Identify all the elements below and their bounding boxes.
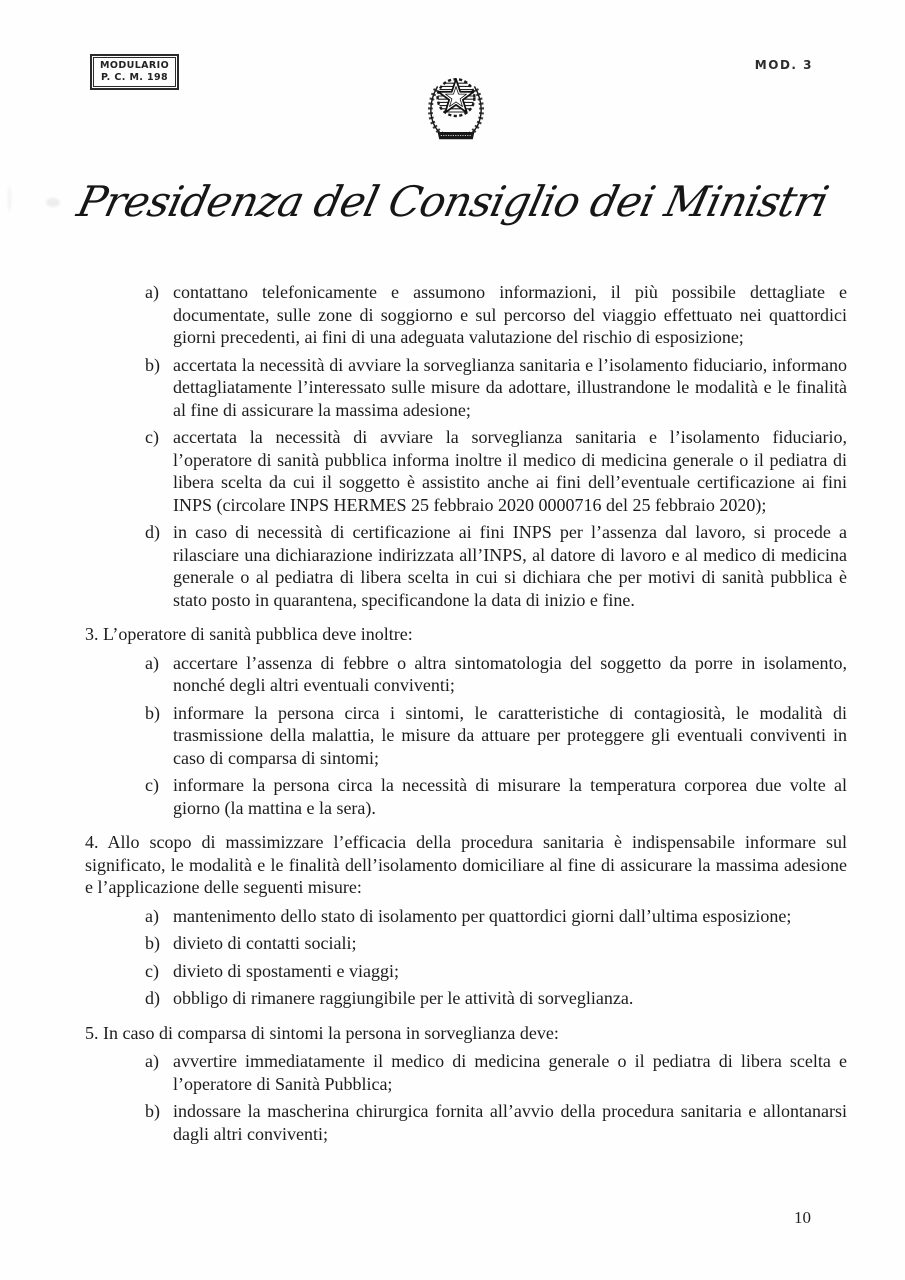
lettered-item: [145, 987, 847, 1010]
stamp-line2: P. C. M. 198: [101, 72, 169, 83]
item-text: obbligo di rimanere raggiungibile per le attività di sorveglianza.: [173, 988, 634, 1008]
item-text: mantenimento dello stato di isolamento per quattordici giorni dall’ultima esposizione;: [173, 905, 792, 926]
item-marker: b): [145, 933, 160, 953]
lettered-item: [145, 905, 847, 928]
lettered-item: [145, 774, 847, 819]
stamp-line1: MODULARIO: [100, 60, 170, 71]
mod-number-label: MOD. 3: [754, 58, 813, 72]
item-marker: c): [145, 960, 159, 981]
section-paragraph: 4. Allo scopo di massimizzare l’efficacia della procedura sanitaria è indispensabile informare sul significato, le modalità e le finalità dell’isolamento domiciliare al fine di assicurare la massima adesione e l’applicazione delle seguenti misure:: [85, 832, 847, 897]
item-marker: c): [145, 775, 159, 795]
lettered-item: [145, 960, 847, 983]
lettered-item: [145, 354, 847, 422]
item-marker: c): [145, 427, 159, 447]
item-text: accertare l’assenza di febbre o altra sintomatologia del soggetto da porre in isolamento, nonché degli altri eventuali conviventi;: [173, 652, 847, 695]
item-text: accertata la necessità di avviare la sorveglianza sanitaria e l’isolamento fiduciario, informano dettagliatamente l’interessato sulle misure da adottare, illustrandone le modalità e le finalità al fine di assicurare la massima adesione;: [173, 354, 847, 420]
item-text: indossare la mascherina chirurgica fornita all’avvio della procedura sanitaria e allontanarsi dagli altri conviventi;: [173, 1101, 847, 1144]
scan-artifact: [46, 198, 60, 207]
lettered-item: [145, 1100, 847, 1145]
item-marker: d): [145, 522, 160, 542]
section-paragraph: 5. In caso di comparsa di sintomi la persona in sorveglianza deve:: [85, 1022, 559, 1043]
item-text: divieto di spostamenti e viaggi;: [173, 960, 399, 981]
section-paragraph: 3. L’operatore di sanità pubblica deve inoltre:: [85, 624, 413, 644]
item-text: divieto di contatti sociali;: [173, 933, 357, 953]
item-marker: b): [145, 354, 160, 375]
item-text: contattano telefonicamente e assumono informazioni, il più possibile dettagliate e documentate, sulle zone di soggiorno e sul percorso del viaggio effettuato nei quattordici giorni precedenti, ai fini di una adeguata valutazione del rischio di esposizione;: [173, 282, 847, 347]
item-text: accertata la necessità di avviare la sorveglianza sanitaria e l’isolamento fiduciario, l’operatore di sanità pubblica informa inoltre il medico di medicina generale o il pediatra di libera scelta da cui il soggetto è assistito anche ai fini dell’eventuale certificazione ai fini INPS (circolare INPS HERMES 25 febbraio 2020 0000716 del 25 febbraio 2020);: [173, 427, 847, 515]
item-marker: b): [145, 702, 160, 723]
lettered-item: [145, 426, 847, 516]
lettered-item: [145, 521, 847, 611]
lettered-item: [145, 281, 847, 349]
modulario-stamp-text: [93, 57, 176, 87]
modulario-stamp: [90, 54, 179, 90]
item-text: informare la persona circa la necessità di misurare la temperatura corporea due volte al giorno (la mattina e la sera).: [173, 775, 847, 818]
lettered-item: [145, 1050, 847, 1095]
item-marker: a): [145, 1051, 159, 1071]
scan-artifact: [8, 186, 11, 212]
document-body: [85, 276, 847, 1150]
item-text: in caso di necessità di certificazione ai fini INPS per l’assenza dal lavoro, si procede a rilasciare una dichiarazione indirizzata all’INPS, al datore di lavoro e al medico di medicina generale o al pediatra di libera scelta in cui si dichiara che per motivi di sanità pubblica è stato posto in quarantena, specificandone la data di inizio e fine.: [173, 522, 847, 610]
item-marker: d): [145, 988, 160, 1008]
italy-emblem-icon: [420, 64, 492, 144]
item-marker: b): [145, 1101, 160, 1121]
page-number: 10: [794, 1208, 811, 1227]
letterhead-title: Presidenza del Consiglio dei Ministri: [72, 177, 833, 226]
lettered-item: [145, 652, 847, 697]
item-marker: a): [145, 282, 159, 302]
item-text: informare la persona circa i sintomi, le caratteristiche di contagiosità, le modalità di trasmissione della malattia, le misure da attuare per proteggere gli eventuali conviventi in caso di comparsa di sintomi;: [173, 702, 847, 768]
item-marker: a): [145, 652, 159, 673]
lettered-item: [145, 702, 847, 770]
item-text: avvertire immediatamente il medico di medicina generale o il pediatra di libera scelta e l’operatore di Sanità Pubblica;: [173, 1051, 847, 1094]
lettered-item: [145, 932, 847, 955]
item-marker: a): [145, 905, 159, 926]
